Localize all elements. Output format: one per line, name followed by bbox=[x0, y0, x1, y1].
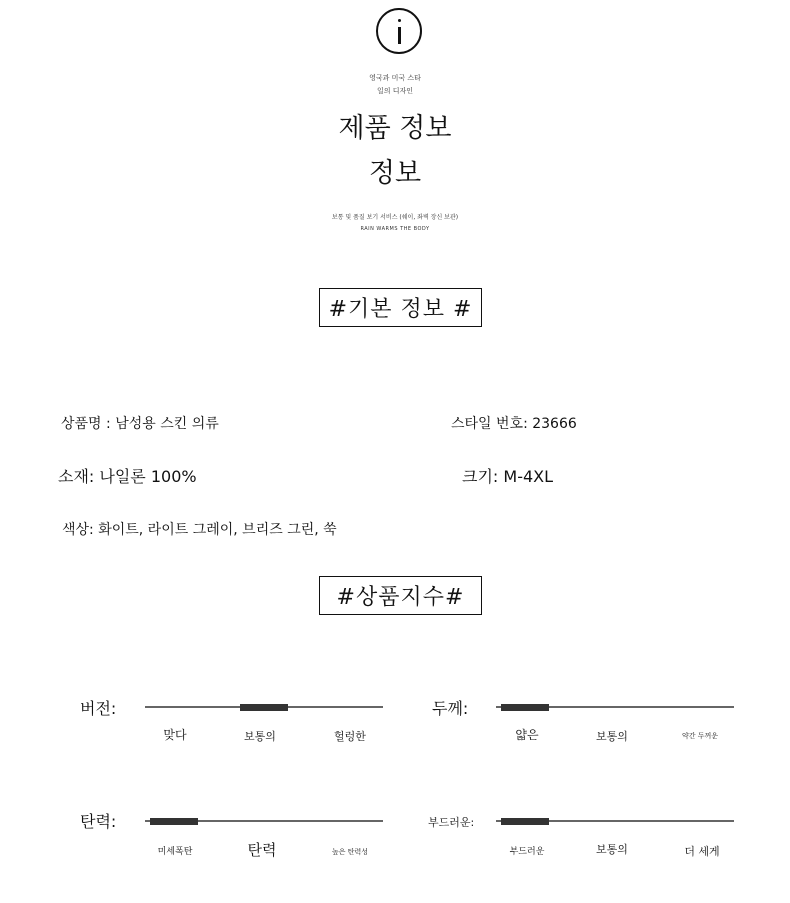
elasticity-option-2: 탄력 bbox=[247, 841, 277, 859]
fit-label: 버전: bbox=[80, 699, 117, 718]
colors: 색상: 화이트, 라이트 그레이, 브리즈 그린, 쑥 bbox=[62, 522, 337, 538]
softness-option-3: 더 세게 bbox=[684, 845, 720, 858]
softness-marker bbox=[501, 818, 549, 825]
elasticity-marker bbox=[150, 818, 198, 825]
fit-option-1: 맞다 bbox=[163, 728, 187, 742]
tagline: 보통 및 품질 보기 서비스 (쉐이, 좌벽 장신 보관) bbox=[331, 214, 459, 221]
fit-option-2: 보통의 bbox=[244, 730, 276, 743]
fit-option-3: 헐렁한 bbox=[334, 730, 366, 743]
softness-option-1: 부드러운 bbox=[509, 847, 545, 857]
basic-info-heading: #기본 정보 # bbox=[319, 288, 482, 327]
softness-option-2: 보통의 bbox=[596, 843, 628, 856]
size: 크기: M-4XL bbox=[462, 467, 554, 486]
elasticity-label: 탄력: bbox=[80, 812, 117, 831]
thickness-marker bbox=[501, 704, 549, 711]
brand-line-1: 영국과 미국 스타 bbox=[369, 74, 421, 82]
style-number: 스타일 번호: 23666 bbox=[451, 416, 577, 432]
product-index-heading: #상품지수# bbox=[319, 576, 482, 615]
thickness-option-3: 약간 두꺼운 bbox=[681, 732, 719, 740]
thickness-option-2: 보통의 bbox=[596, 730, 628, 743]
brand-line-2: 일의 디자인 bbox=[376, 87, 414, 95]
elasticity-option-3: 높은 탄력성 bbox=[331, 848, 369, 856]
thickness-option-1: 얇은 bbox=[515, 728, 539, 742]
fit-marker bbox=[240, 704, 288, 711]
page-title-line-2: 정보 bbox=[368, 158, 422, 189]
material: 소재: 나일론 100% bbox=[58, 467, 197, 486]
thickness-label: 두께: bbox=[432, 699, 469, 718]
page-title-line-1: 제품 정보 bbox=[338, 113, 452, 144]
slogan: RAIN WARMS THE BODY bbox=[360, 226, 430, 232]
softness-label: 부드러운: bbox=[428, 816, 475, 829]
product-name: 상품명 : 남성용 스킨 의류 bbox=[61, 416, 219, 432]
info-icon bbox=[376, 8, 422, 54]
elasticity-option-1: 미세폭탄 bbox=[157, 847, 193, 857]
